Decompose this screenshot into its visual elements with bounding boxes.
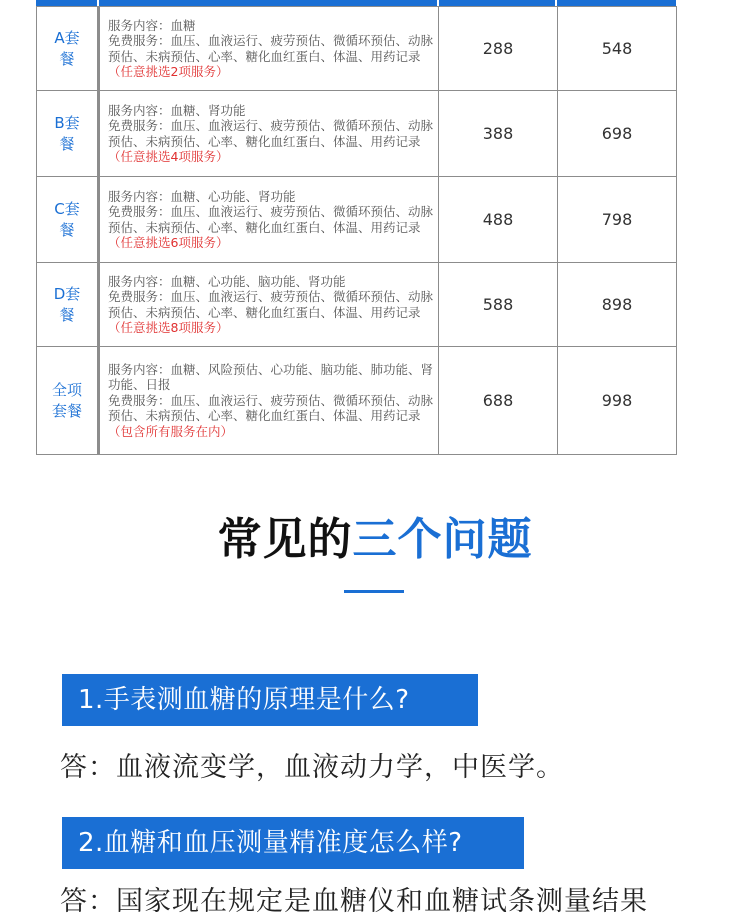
- free-service-text: [108, 204, 434, 251]
- package-name-cell: [37, 347, 99, 455]
- price-2: 698: [558, 91, 677, 177]
- table-header-bar: [36, 0, 676, 6]
- package-table: [36, 6, 677, 455]
- package-description: [99, 7, 439, 91]
- table-row: [37, 347, 677, 455]
- free-service-list: 免费服务：血压、血液运行、疲劳预估、微循环预估、动脉预估、未病预估、心率、糖化血红蛋白、体温、用药记录: [108, 289, 434, 320]
- price-1: 388: [439, 91, 558, 177]
- free-service-note: （包含所有服务在内）: [108, 423, 234, 439]
- package-description: [99, 177, 439, 263]
- free-service-list: 免费服务：血压、血液运行、疲劳预估、微循环预估、动脉预估、未病预估、心率、糖化血红蛋白、体温、用药记录: [108, 392, 434, 424]
- package-name: 全项套餐: [51, 380, 82, 420]
- price-2: 998: [558, 347, 677, 455]
- price-2: 798: [558, 177, 677, 263]
- free-service-text: [108, 289, 434, 336]
- free-service-note: （任意挑选6项服务）: [108, 235, 229, 250]
- price-1: 588: [439, 263, 558, 347]
- package-name-cell: [37, 7, 99, 91]
- free-service-text: [108, 33, 434, 80]
- service-content-line: 服务内容：血糖、心功能、脑功能、肾功能: [108, 273, 346, 289]
- faq-title-black: 常见的: [217, 514, 353, 565]
- service-content-line: 服务内容：血糖: [108, 17, 196, 33]
- question-2-banner: 2.血糖和血压测量精准度怎么样?: [62, 817, 524, 869]
- package-name: A套餐: [54, 28, 80, 68]
- price-2: 898: [558, 263, 677, 347]
- package-name-cell: [37, 263, 99, 347]
- free-service-list: 免费服务：血压、血液运行、疲劳预估、微循环预估、动脉预估、未病预估、心率、糖化血红蛋白、体温、用药记录: [108, 118, 434, 149]
- service-content-line: 服务内容：血糖、风险预估、心功能、脑功能、肺功能、肾功能、日报: [108, 361, 434, 393]
- table-row: [37, 177, 677, 263]
- free-service-note: （任意挑选8项服务）: [108, 320, 229, 335]
- table-row: [37, 7, 677, 91]
- free-service-text: [108, 118, 434, 165]
- price-2: 548: [558, 7, 677, 91]
- price-1: 688: [439, 347, 558, 455]
- package-description: [99, 91, 439, 177]
- package-name: D套餐: [53, 284, 81, 324]
- free-service-list: 免费服务：血压、血液运行、疲劳预估、微循环预估、动脉预估、未病预估、心率、糖化血红蛋白、体温、用药记录: [108, 33, 434, 64]
- answer-2-text: 答：国家现在规定是血糖仪和血糖试条测量结果: [60, 886, 648, 917]
- question-1-banner: 1.手表测血糖的原理是什么?: [62, 674, 478, 726]
- service-content-line: 服务内容：血糖、心功能、肾功能: [108, 188, 296, 204]
- free-service-note: （任意挑选2项服务）: [108, 64, 229, 79]
- free-service-note: （任意挑选4项服务）: [108, 149, 229, 164]
- free-service-list: 免费服务：血压、血液运行、疲劳预估、微循环预估、动脉预估、未病预估、心率、糖化血红蛋白、体温、用药记录: [108, 204, 434, 235]
- faq-title-blue: 三个问题: [352, 514, 533, 565]
- title-underline: [344, 590, 404, 593]
- faq-section-title: [0, 508, 750, 572]
- package-name: B套餐: [54, 113, 80, 153]
- table-row: [37, 263, 677, 347]
- package-table-container: [36, 0, 676, 455]
- free-service-text: [108, 393, 434, 440]
- package-name-cell: [37, 177, 99, 263]
- price-1: 488: [439, 177, 558, 263]
- package-description: [99, 347, 439, 455]
- answer-1-text: 答：血液流变学，血液动力学，中医学。: [60, 752, 564, 783]
- package-name: C套餐: [54, 199, 80, 239]
- package-description: [99, 263, 439, 347]
- price-1: 288: [439, 7, 558, 91]
- service-content-line: 服务内容：血糖、肾功能: [108, 102, 246, 118]
- table-row: [37, 91, 677, 177]
- package-name-cell: [37, 91, 99, 177]
